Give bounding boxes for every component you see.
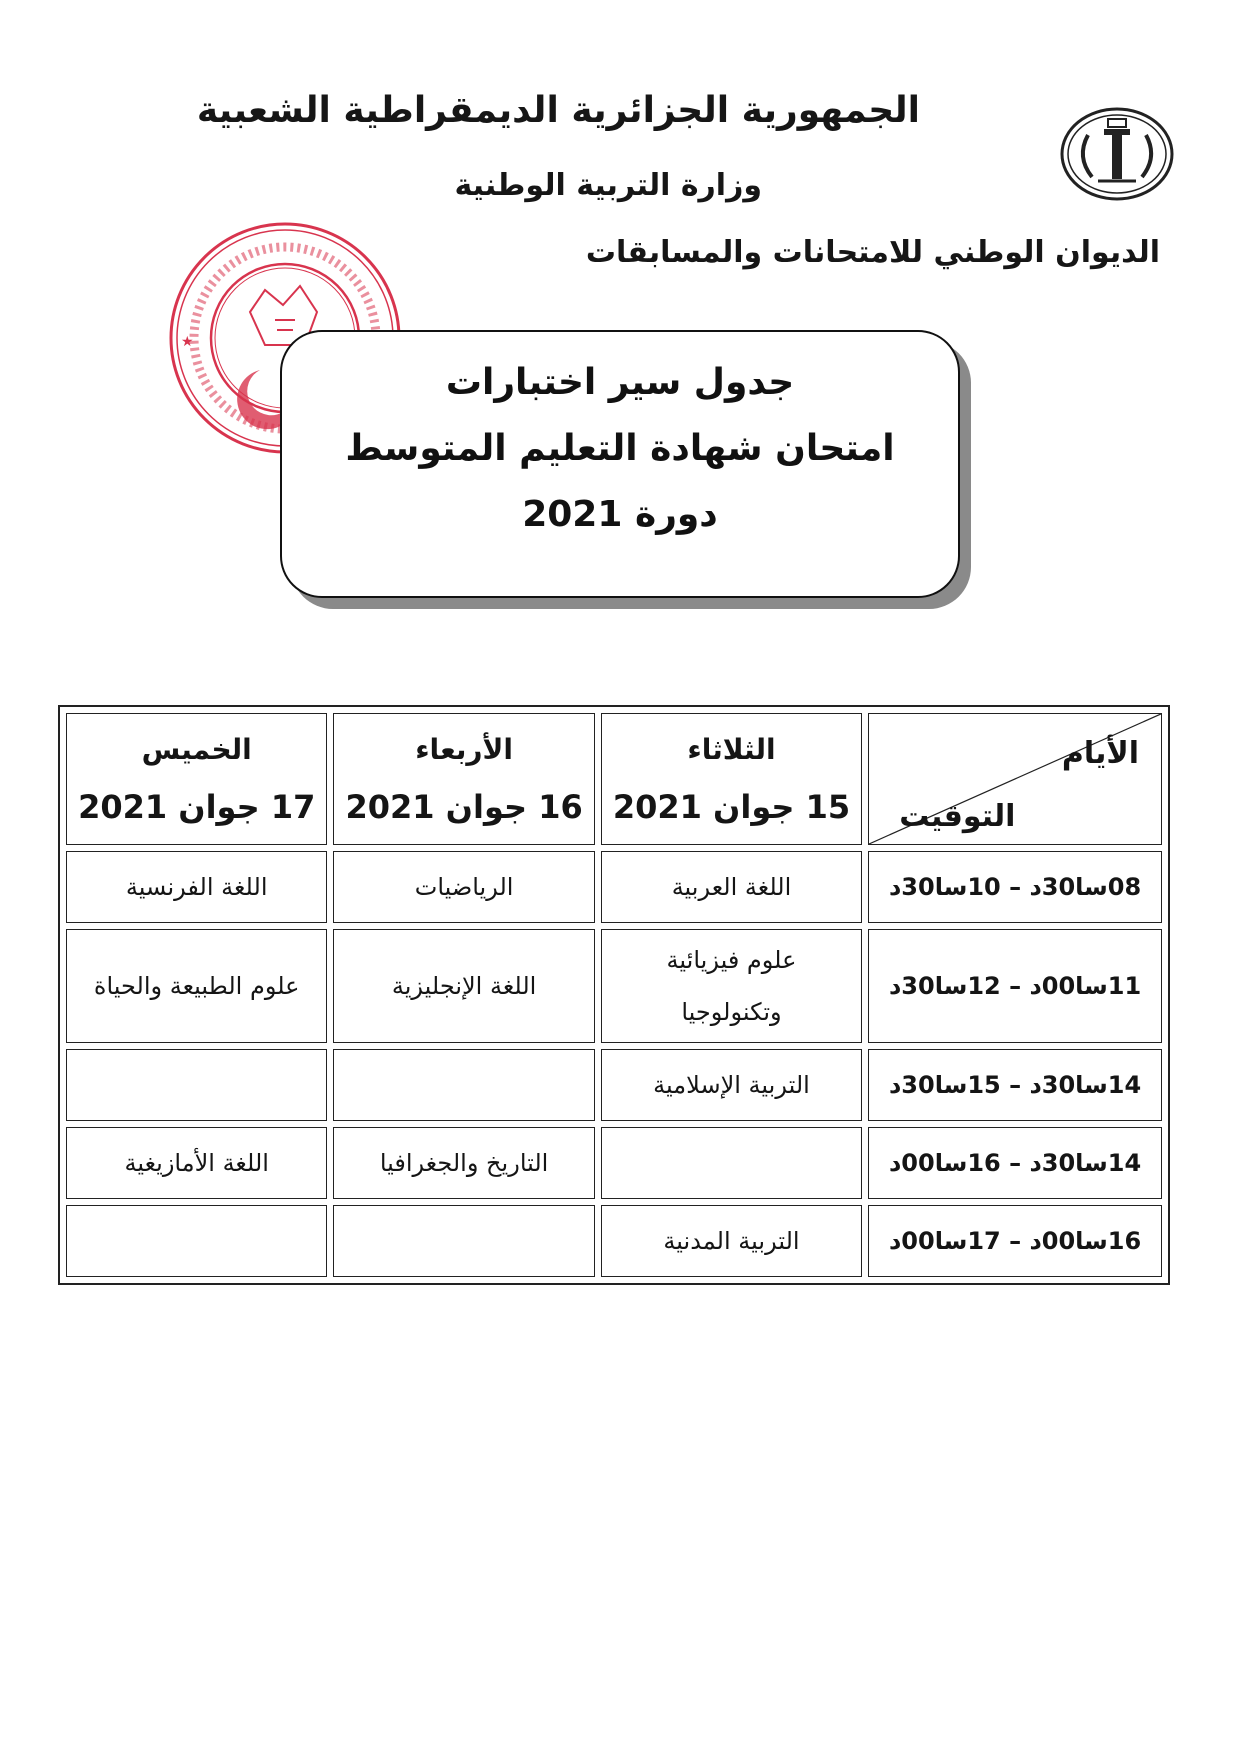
title-line-3: دورة 2021 — [522, 494, 718, 535]
subject-cell — [333, 1205, 594, 1277]
title-line-1: جدول سير اختبارات — [445, 362, 795, 403]
corner-days-label: الأيام — [1061, 736, 1139, 771]
time-slot: 11سا00د – 12سا30د — [868, 929, 1162, 1043]
exam-schedule-table — [58, 705, 1170, 1285]
svg-text:★: ★ — [181, 334, 194, 350]
time-slot: 16سا00د – 17سا00د — [868, 1205, 1162, 1277]
onec-logo-icon — [1058, 105, 1176, 203]
time-slot: 14سا30د – 15سا30د — [868, 1049, 1162, 1121]
subject-cell: علوم الطبيعة والحياة — [66, 929, 327, 1043]
time-slot: 14سا30د – 16سا00د — [868, 1127, 1162, 1199]
title-box — [280, 330, 960, 598]
day-header — [601, 713, 862, 845]
subject-cell: التربية الإسلامية — [601, 1049, 862, 1121]
subject-cell: الرياضيات — [333, 851, 594, 923]
day-name: الثلاثاء — [687, 732, 776, 766]
day-header — [66, 713, 327, 845]
day-date: 15 جوان 2021 — [612, 787, 851, 826]
subject-cell: اللغة الأمازيغية — [66, 1127, 327, 1199]
subject-cell — [601, 1127, 862, 1199]
corner-cell — [868, 713, 1162, 845]
day-date: 17 جوان 2021 — [78, 787, 316, 826]
subject-cell — [333, 1049, 594, 1121]
table-row — [66, 1205, 1162, 1277]
table-row — [66, 1049, 1162, 1121]
corner-time-label: التوقيت — [899, 799, 1016, 834]
subject-cell: اللغة الفرنسية — [66, 851, 327, 923]
day-name: الأربعاء — [415, 732, 513, 766]
table-header-row — [66, 713, 1162, 845]
subject-cell: اللغة الإنجليزية — [333, 929, 594, 1043]
ministry-name: وزارة التربية الوطنية — [454, 168, 762, 203]
subject-cell: اللغة العربية — [601, 851, 862, 923]
subject-cell — [66, 1205, 327, 1277]
republic-name: الجمهورية الجزائرية الديمقراطية الشعبية — [196, 90, 920, 131]
table-row — [66, 851, 1162, 923]
table-row — [66, 1127, 1162, 1199]
subject-cell — [66, 1049, 327, 1121]
subject-cell: علوم فيزيائية وتكنولوجيا — [601, 929, 862, 1043]
day-name: الخميس — [141, 732, 252, 766]
subject-cell: التاريخ والجغرافيا — [333, 1127, 594, 1199]
time-slot: 08سا30د – 10سا30د — [868, 851, 1162, 923]
day-header — [333, 713, 594, 845]
day-date: 16 جوان 2021 — [345, 787, 583, 826]
subject-cell: التربية المدنية — [601, 1205, 862, 1277]
table-row — [66, 929, 1162, 1043]
office-name: الديوان الوطني للامتحانات والمسابقات — [585, 235, 1160, 270]
title-line-2: امتحان شهادة التعليم المتوسط — [345, 428, 895, 469]
